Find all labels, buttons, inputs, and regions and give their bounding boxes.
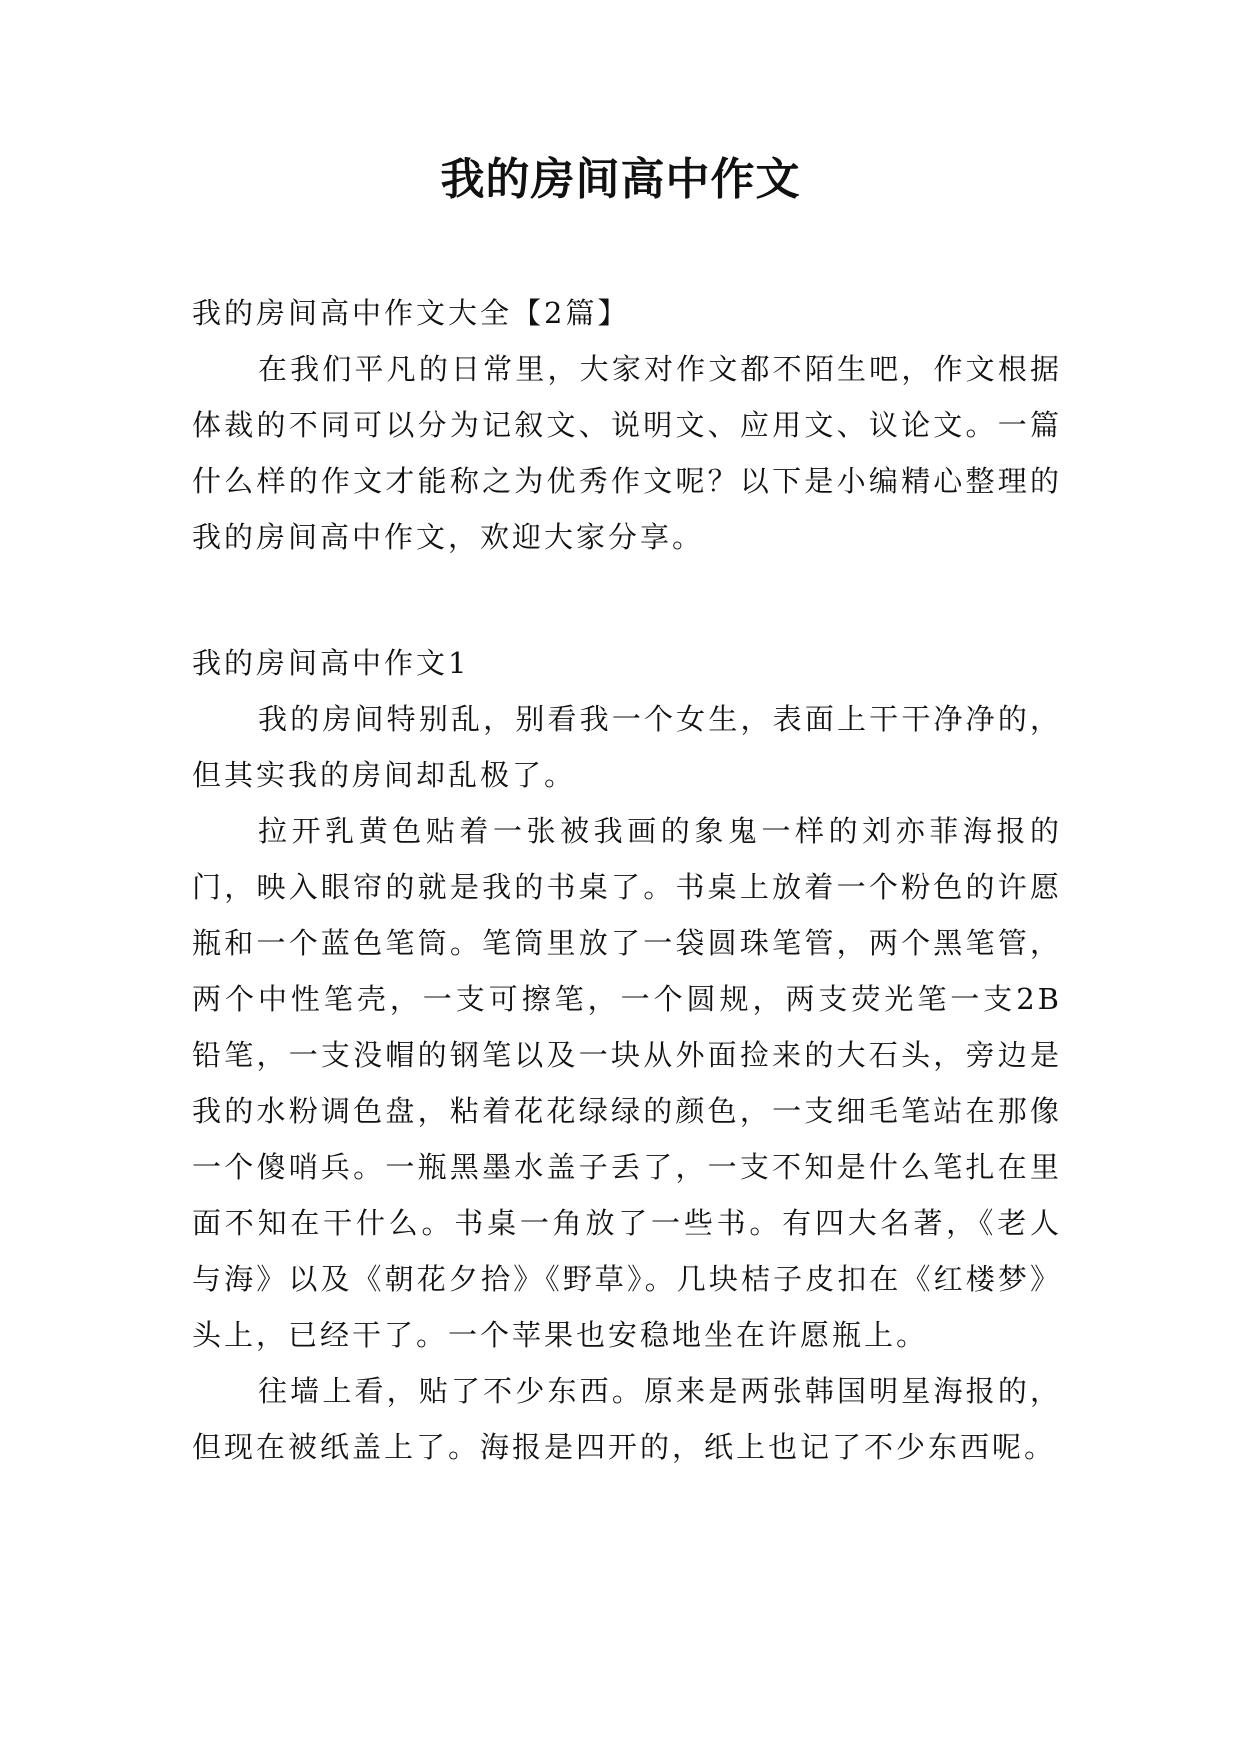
intro-paragraph: 在我们平凡的日常里，大家对作文都不陌生吧，作文根据体裁的不同可以分为记叙文、说明文、应用文、议论文。一篇什么样的作文才能称之为优秀作文呢？以下是小编精心整理的我的房间高中作文，欢迎大家分享。 xyxy=(192,352,1062,554)
document-title: 我的房间高中作文 xyxy=(440,154,801,205)
body-paragraph-1: 我的房间特别乱，别看我一个女生，表面上干干净净的，但其实我的房间却乱极了。 xyxy=(192,702,1062,792)
document-body xyxy=(192,285,1062,1475)
document-subtitle: 我的房间高中作文大全【2篇】 xyxy=(192,296,630,330)
body-paragraph-3: 往墙上看，贴了不少东西。原来是两张韩国明星海报的，但现在被纸盖上了。海报是四开的，纸上也记了不少东西呢。 xyxy=(192,1374,1062,1464)
section-spacer xyxy=(192,565,1062,635)
body-paragraph-2: 拉开乳黄色贴着一张被我画的象鬼一样的刘亦菲海报的门，映入眼帘的就是我的书桌了。书桌上放着一个粉色的许愿瓶和一个蓝色笔筒。笔筒里放了一袋圆珠笔管，两个黑笔管，两个中性笔壳，一支可擦笔，一个圆规，两支荧光笔一支2B铅笔，一支没帽的钢笔以及一块从外面捡来的大石头，旁边是我的水粉调色盘，粘着花花绿绿的颜色，一支细毛笔站在那像一个傻哨兵。一瓶黑墨水盖子丢了，一支不知是什么笔扎在里面不知在干什么。书桌一角放了一些书。有四大名著，《老人与海》以及《朝花夕拾》《野草》。几块桔子皮扣在《红楼梦》头上，已经干了。一个苹果也安稳地坐在许愿瓶上。 xyxy=(192,814,1062,1352)
section-heading: 我的房间高中作文1 xyxy=(192,646,470,680)
